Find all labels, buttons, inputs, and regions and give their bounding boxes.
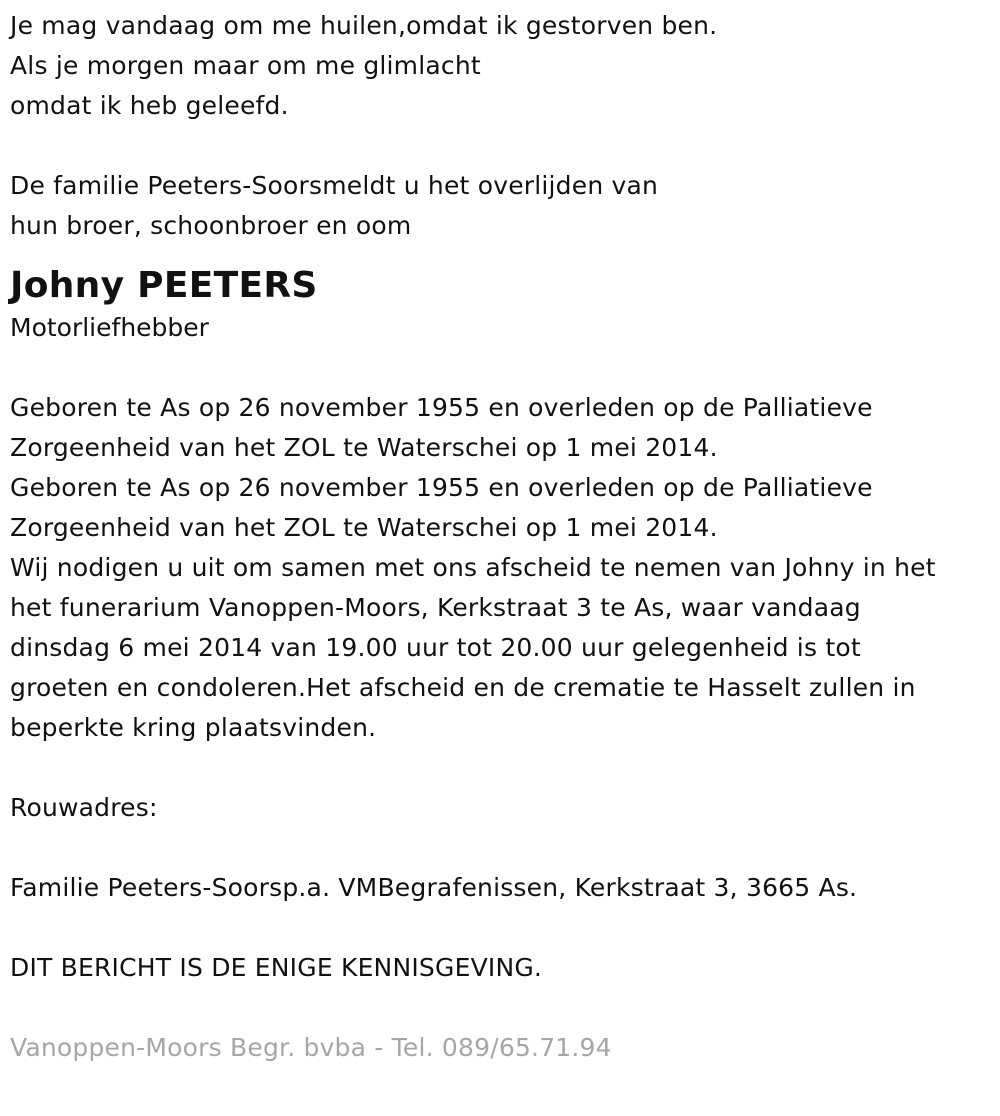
spacer [10,748,1000,788]
poem-line: omdat ik heb geleefd. [10,91,289,120]
poem-line: Je mag vandaag om me huilen,omdat ik gestorven ben. [10,11,718,40]
announcement [10,166,1000,246]
spacer [10,828,1000,868]
body-line: beperkte kring plaatsvinden. [10,713,377,742]
poem [10,6,1000,126]
body-line: Zorgeenheid van het ZOL te Waterschei op 1 mei 2014. [10,513,718,542]
announcement-line: De familie Peeters-Soorsmeldt u het overlijden van [10,171,659,200]
body-line: groeten en condoleren.Het afscheid en de crematie te Hasselt zullen in [10,673,916,702]
body-line: Geboren te As op 26 november 1955 en overleden op de Palliatieve [10,393,873,422]
body-line: dinsdag 6 mei 2014 van 19.00 uur tot 20.00 uur gelegenheid is tot [10,633,861,662]
body-line: Zorgeenheid van het ZOL te Waterschei op 1 mei 2014. [10,433,718,462]
spacer [10,988,1000,1028]
spacer [10,908,1000,948]
funeral-home-contact: Vanoppen-Moors Begr. bvba - Tel. 089/65.71.94 [10,1033,612,1062]
deceased-description: Motorliefhebber [10,313,209,342]
body-line: Geboren te As op 26 november 1955 en overleden op de Palliatieve [10,473,873,502]
obituary-page [0,6,1000,1116]
mourning-address: Familie Peeters-Soorsp.a. VMBegrafenissen, Kerkstraat 3, 3665 As. [10,873,858,902]
deceased-name: Johny PEETERS [10,265,318,306]
announcement-line: hun broer, schoonbroer en oom [10,211,412,240]
mourning-address-label: Rouwadres: [10,793,158,822]
spacer [10,348,1000,388]
body-line: het funerarium Vanoppen-Moors, Kerkstraat 3 te As, waar vandaag [10,593,861,622]
poem-line: Als je morgen maar om me glimlacht [10,51,481,80]
notice: DIT BERICHT IS DE ENIGE KENNISGEVING. [10,953,543,982]
spacer [10,126,1000,166]
body-line: Wij nodigen u uit om samen met ons afscheid te nemen van Johny in het [10,553,936,582]
obituary-body [10,388,1000,748]
